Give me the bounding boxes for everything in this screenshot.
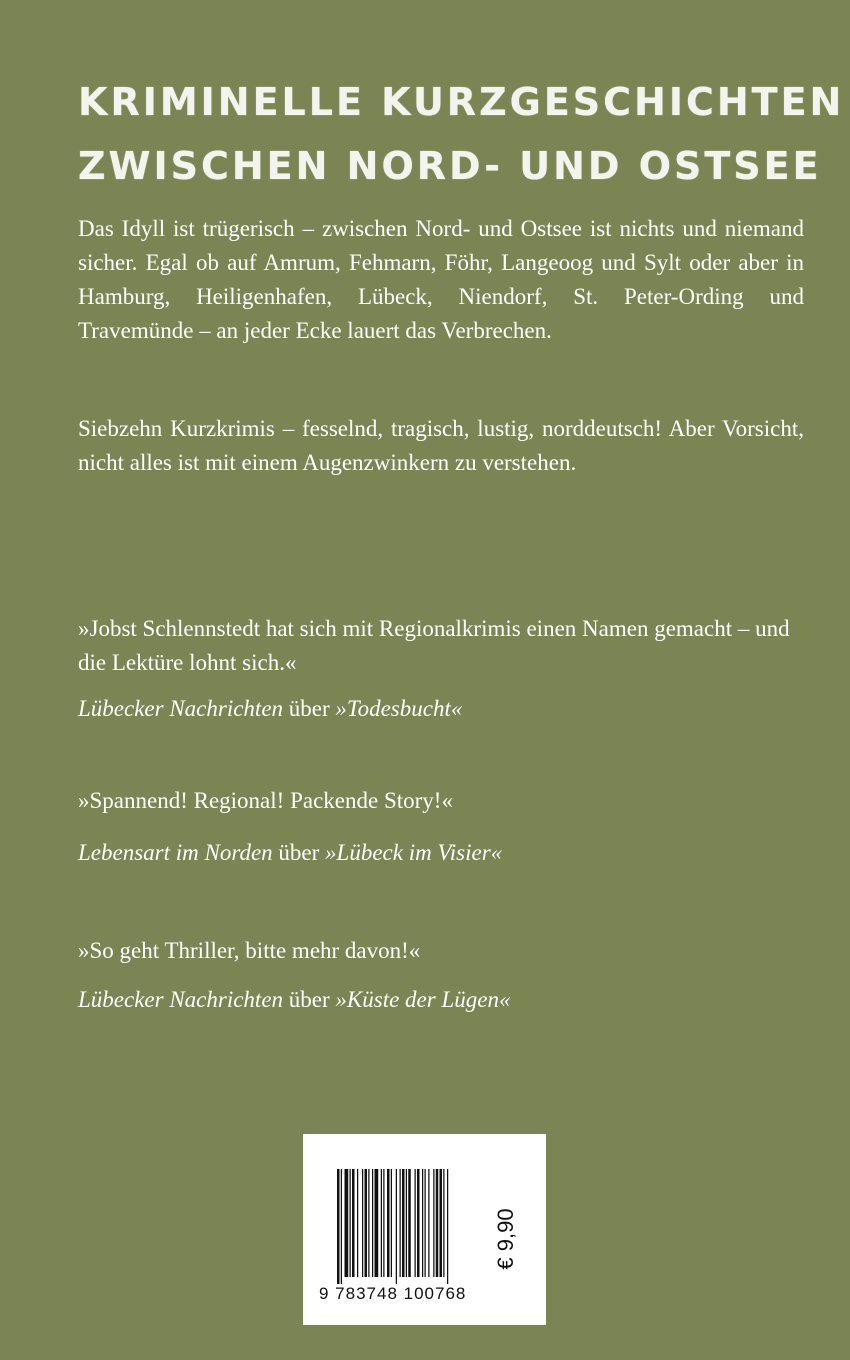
barcode-bar (415, 1169, 416, 1277)
barcode-bar (362, 1169, 363, 1277)
barcode-bar (447, 1169, 448, 1284)
review-source-2 (78, 838, 818, 868)
barcode-label (303, 1134, 546, 1325)
barcode-bar (387, 1169, 390, 1277)
review-quote-1: »Jobst Schlennstedt hat sich mit Regionalkrimis einen Namen gemacht – und die Lektüre lohnt sich.« (78, 616, 790, 675)
isbn-number: 9 783748 100768 (319, 1284, 467, 1303)
review-quote-3: »So geht Thriller, bitte mehr davon!« (78, 938, 421, 963)
blurb-paragraph-1: Das Idyll ist trügerisch – zwischen Nord- und Ostsee ist nichts und niemand sicher. Egal ob auf Amrum, Fehmarn, Föhr, Langeoog und Sylt oder aber in Hamburg, Heiligenhafen, Lübeck, Niendorf, St. Peter-Ording und Travemünde – an jeder Ecke lauert das Verbrechen. (78, 216, 804, 343)
review-source-1 (78, 694, 818, 724)
barcode-bar (408, 1169, 411, 1277)
barcode-bar (433, 1169, 434, 1277)
review-publication-2: Lebensart im Norden (78, 840, 273, 865)
review-book-1: »Todesbucht« (335, 696, 463, 721)
barcode-bar (406, 1169, 407, 1277)
barcode-bar (352, 1169, 355, 1277)
review-source-3 (78, 985, 818, 1015)
barcode-bar (345, 1169, 349, 1277)
headline-line-1: KRIMINELLE KURZGESCHICHTEN (78, 80, 845, 124)
barcode-bar (368, 1169, 369, 1277)
review-publication-3: Lübecker Nachrichten (78, 987, 284, 1012)
barcode-bar (425, 1169, 426, 1277)
barcode-bar (337, 1169, 340, 1284)
barcode-bar (396, 1169, 397, 1284)
review-connector-2: über (278, 840, 320, 865)
barcode-bar (440, 1169, 443, 1277)
review-book-3: »Küste der Lügen« (335, 987, 511, 1012)
barcode-bar (365, 1169, 368, 1277)
barcode-bar (341, 1169, 342, 1284)
barcode-bar (400, 1169, 401, 1277)
barcode-bar (391, 1169, 392, 1277)
barcode-bar (417, 1169, 420, 1277)
barcode-bar (383, 1169, 384, 1277)
price-label: € 9,90 (493, 1208, 518, 1270)
barcode-bar (428, 1169, 429, 1277)
barcode-bar (372, 1169, 373, 1277)
review-publication-1: Lübecker Nachrichten (78, 696, 284, 721)
barcode-bar (357, 1169, 358, 1277)
barcode-bar (436, 1169, 439, 1277)
barcode-bar (422, 1169, 423, 1277)
barcode-bar (402, 1169, 405, 1277)
barcode-bar (375, 1169, 379, 1277)
review-connector-3: über (288, 987, 330, 1012)
barcode-bar (381, 1169, 382, 1277)
headline (78, 70, 845, 198)
blurb-paragraph-2: Siebzehn Kurzkrimis – fesselnd, tragisch, lustig, norddeutsch! Aber Vorsicht, nicht alles ist mit einem Augenzwinkern zu verstehen. (78, 416, 804, 475)
barcode-icon (337, 1169, 487, 1294)
review-connector-1: über (288, 696, 330, 721)
headline-line-2: ZWISCHEN NORD- UND OSTSEE (78, 144, 822, 188)
review-book-2: »Lübeck im Visier« (325, 840, 503, 865)
review-quote-2: »Spannend! Regional! Packende Story!« (78, 788, 453, 813)
barcode-bar (443, 1169, 444, 1277)
barcode-bar (350, 1169, 351, 1277)
